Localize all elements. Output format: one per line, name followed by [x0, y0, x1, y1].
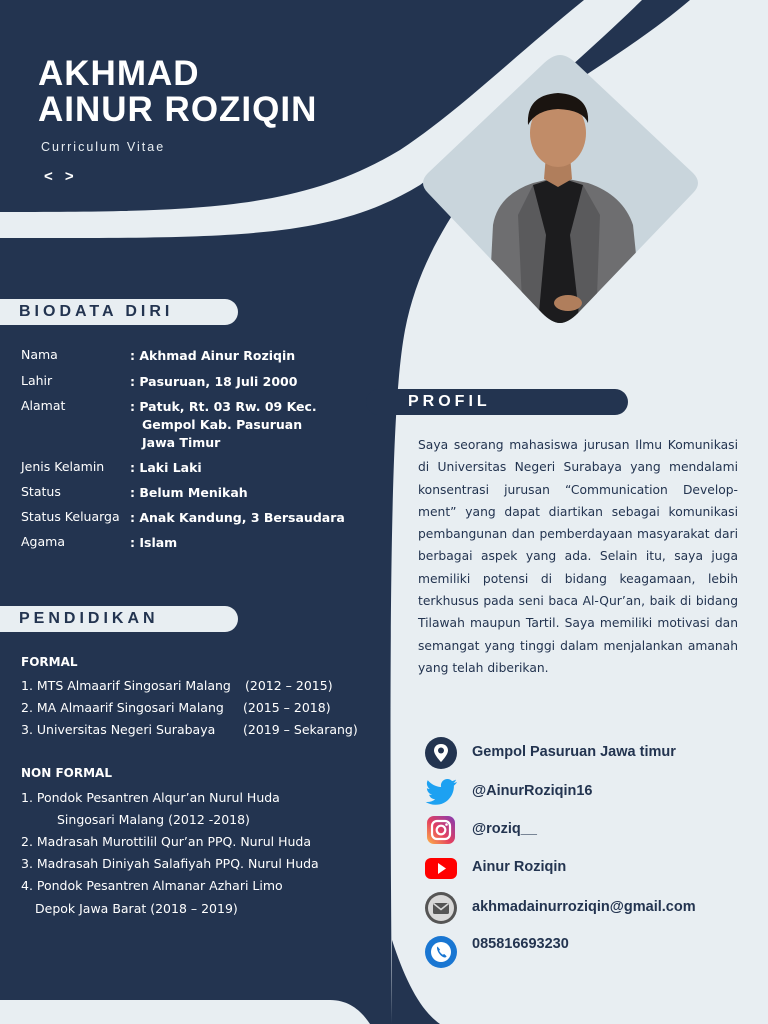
- formal-years: (2019 – Sekarang): [243, 722, 358, 737]
- location-pin-icon: [424, 736, 458, 770]
- bio-value-multiline: [130, 398, 340, 452]
- nonformal-item: 1. Pondok Pesantren Alqur’an Nurul Huda: [21, 790, 280, 805]
- bio-value: : Belum Menikah: [130, 485, 248, 500]
- twitter-icon: [424, 775, 458, 809]
- bio-label: Status Keluarga: [21, 509, 120, 524]
- profil-text: Saya seorang mahasiswa jurusan Ilmu Komunikasi di Universitas Negeri Surabaya yang mendalami konsentrasi jurusan “Communication Develop-ment” yang dapat diartikan sebagai komunikasi pembangunan dan pemberdayaan masyarakat dari berbagai aspek yang ada. Selain itu, saya juga memiliki potensi di bidang keagamaan, lebih terkhusus pada seni baca Al-Qur’an, baik di bidang Tilawah maupun Tartil. Saya memiliki motivasi dan semangat yang tinggi dalam menjalankan amanah yang telah diberikan.: [418, 438, 738, 675]
- formal-years: (2015 – 2018): [243, 700, 331, 715]
- twitter-handle: @AinurRoziqin16: [472, 783, 593, 799]
- profil-title: PROFIL: [366, 389, 628, 415]
- nonformal-heading: NON FORMAL: [21, 766, 112, 780]
- bio-label: Lahir: [21, 373, 53, 388]
- bio-value: : Islam: [130, 535, 178, 550]
- bio-value-line: : Patuk, Rt. 03 Rw. 09 Kec.: [130, 399, 317, 414]
- instagram-icon: [424, 813, 458, 847]
- bio-label: Agama: [21, 534, 65, 549]
- full-name: [38, 56, 317, 128]
- formal-school: 3. Universitas Negeri Surabaya: [21, 722, 216, 737]
- bio-value-line: Gempol Kab. Pasuruan: [142, 417, 303, 432]
- nonformal-item: 4. Pondok Pesantren Almanar Azhari Limo: [21, 878, 283, 893]
- nonformal-item: 2. Madrasah Murottilil Qur’an PPQ. Nurul Huda: [21, 834, 312, 849]
- email-address: akhmadainurroziqin@gmail.com: [472, 899, 696, 915]
- bio-value: : Anak Kandung, 3 Bersaudara: [130, 510, 345, 525]
- profile-photo: [418, 55, 703, 323]
- bio-value: : Akhmad Ainur Roziqin: [130, 348, 296, 363]
- phone-number: 085816693230: [472, 936, 569, 952]
- email-icon: [424, 891, 458, 925]
- location-text: Gempol Pasuruan Jawa timur: [472, 744, 676, 760]
- formal-heading: FORMAL: [21, 655, 78, 669]
- name-line-1: AKHMAD: [38, 54, 200, 93]
- code-arrows-icon: < >: [44, 168, 78, 185]
- bottom-left-curve: [0, 1000, 370, 1024]
- formal-school: 1. MTS Almaarif Singosari Malang: [21, 678, 231, 693]
- youtube-icon: [424, 851, 458, 885]
- bio-value: : Laki Laki: [130, 460, 202, 475]
- subtitle: Curriculum Vitae: [41, 140, 166, 154]
- instagram-handle: @roziq__: [472, 821, 537, 837]
- nonformal-item: 3. Madrasah Diniyah Salafiyah PPQ. Nurul Huda: [21, 856, 319, 871]
- biodata-title: BIODATA DIRI: [0, 299, 238, 325]
- pendidikan-title: PENDIDIKAN: [0, 606, 238, 632]
- formal-school: 2. MA Almaarif Singosari Malang: [21, 700, 224, 715]
- youtube-channel: Ainur Roziqin: [472, 859, 567, 875]
- bio-label: Jenis Kelamin: [21, 459, 105, 474]
- nonformal-item: Singosari Malang (2012 -2018): [57, 812, 250, 827]
- bio-value-line: Jawa Timur: [142, 435, 221, 450]
- bio-label: Status: [21, 484, 61, 499]
- bio-value: : Pasuruan, 18 Juli 2000: [130, 374, 298, 389]
- name-line-2: AINUR ROZIQIN: [38, 90, 318, 129]
- phone-icon: [424, 935, 458, 969]
- nonformal-item: Depok Jawa Barat (2018 – 2019): [35, 901, 238, 916]
- bio-label: Alamat: [21, 398, 66, 413]
- formal-years: (2012 – 2015): [245, 678, 333, 693]
- bio-label: Nama: [21, 347, 58, 362]
